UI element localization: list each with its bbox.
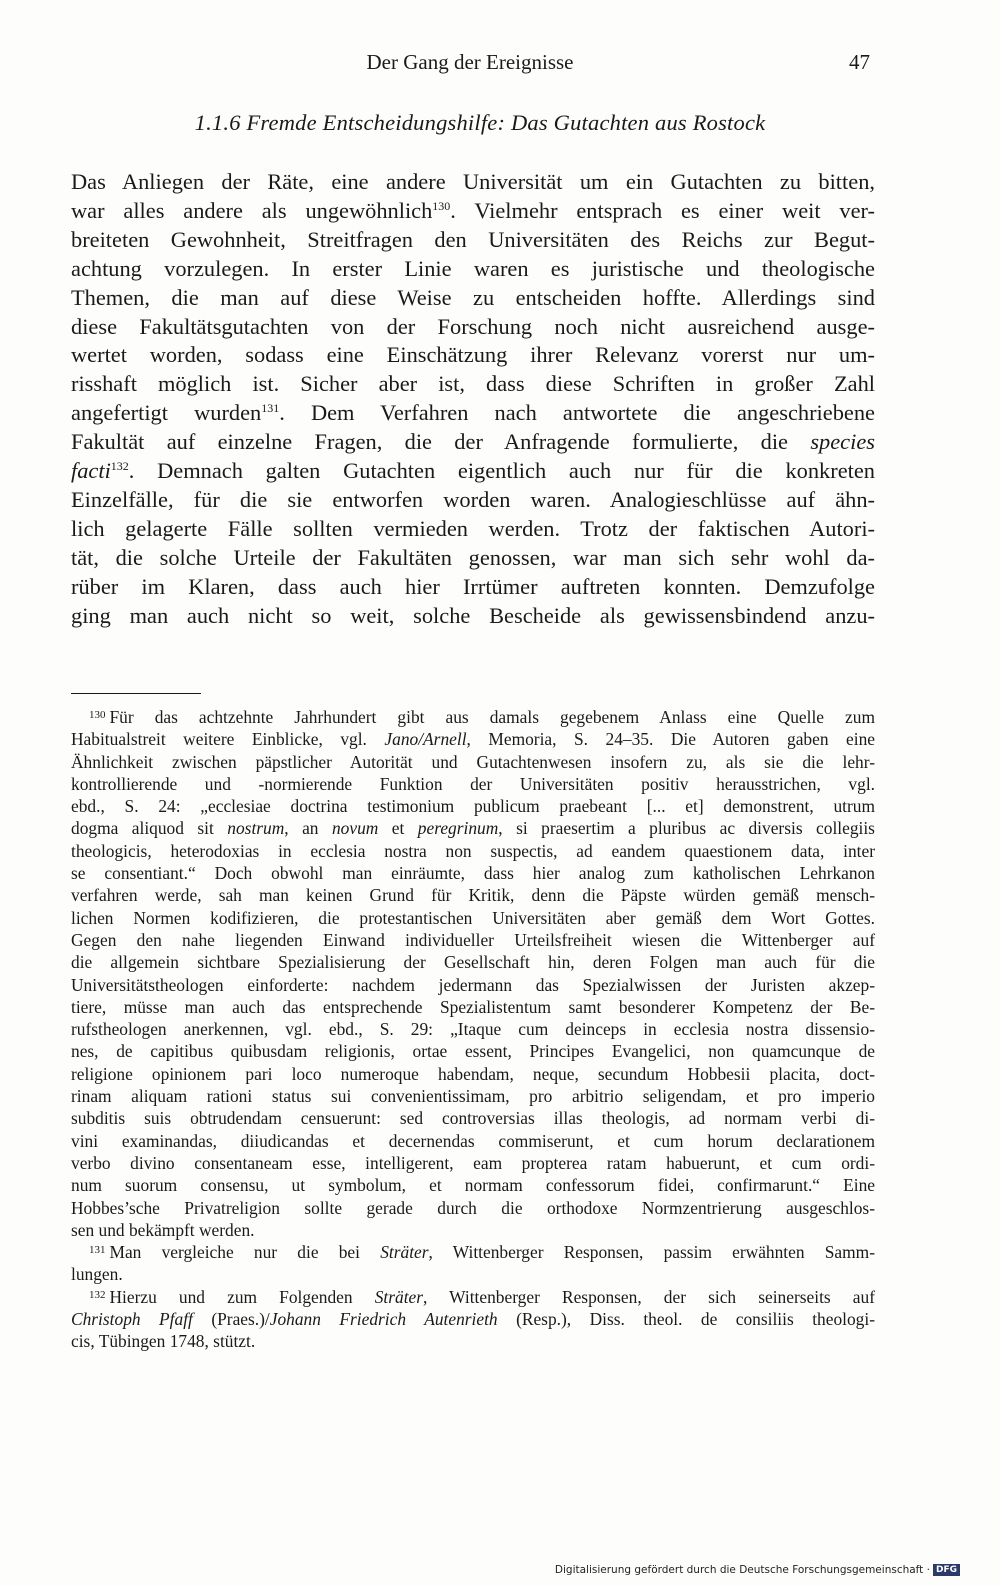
footnote-line: verfahren werde, sah man keinen Grund für Kritik, denn die Päpste würden gemäß mensch- — [71, 885, 875, 906]
footnote-ref[interactable]: 132 — [110, 459, 129, 474]
footnote-line: $^{130}$ Für das achtzehnte Jahrhundert gibt aus damals gegebenem Anlass eine Quelle zum — [89, 707, 875, 727]
footnote-ref[interactable]: 130 — [432, 198, 451, 213]
digitization-credit — [555, 1564, 960, 1576]
footnote-rule — [71, 693, 201, 694]
footnote-line: ebd., S. 24: „ecclesiae doctrina testimonium publicum praebeant [... et] demonstrent, utrum — [71, 796, 875, 817]
body-text — [71, 168, 875, 631]
dfg-logo: DFG — [933, 1564, 960, 1576]
body-line: diese Fakultätsgutachten von der Forschung noch nicht ausreichend ausge- — [71, 313, 875, 339]
footnote-line: Ähnlichkeit zwischen päpstlicher Autorität und Gutachtenwesen insofern zu, als sie die lehr- — [71, 751, 875, 772]
footnote-number: 131 — [89, 1244, 106, 1257]
footnote-line: se consentiant.“ Doch obwohl man einräumte, dass hier analog zum katholischen Lehrkanon — [71, 863, 875, 884]
footnote-132 — [71, 1286, 875, 1353]
body-line: achtung vorzulegen. In erster Linie waren es juristische und theologische — [71, 255, 875, 281]
body-line: lich gelagerte Fälle sollten vermieden werden. Trotz der faktischen Autori- — [71, 515, 875, 541]
footnote-131 — [71, 1241, 875, 1286]
footnote-line: theologicis, heterodoxias in ecclesia nostra non suspectis, ad eandem quaestionem data, inter — [71, 840, 875, 861]
body-line: war alles andere als ungewöhnlich$^{130}$. Vielmehr entsprach es einer weit ver- — [71, 197, 876, 223]
footnote-line: rufstheologen anerkennen, vgl. ebd., S. 29: „Itaque cum deinceps in ecclesia nostra dissensio- — [71, 1019, 875, 1040]
footnote-line: rinam aliquam rationi status sui convenientissimam, pro arbitrio seligendam, et pro imperio — [71, 1086, 875, 1107]
footnote-line: Christoph Pfaff (Praes.)/Johann Friedrich Autenrieth (Resp.), Diss. theol. de consiliis theologi- — [71, 1309, 875, 1330]
footnote-line: Hobbes’sche Privatreligion sollte gerade durch die orthodoxe Normzentrierung ausgeschlos- — [71, 1197, 875, 1218]
footnote-number: 130 — [89, 709, 106, 721]
body-line: wertet worden, sodass eine Einschätzung ihrer Relevanz vorerst nur um- — [71, 342, 875, 368]
body-line: Das Anliegen der Räte, eine andere Universität um ein Gutachten zu bitten, — [71, 169, 875, 194]
body-line: angefertigt wurden$^{131}$. Dem Verfahren nach antwortete die angeschriebene — [71, 400, 875, 426]
footnote-line: nes, de capitibus quibusdam religionis, ortae essent, Principes Evangelici, non quamcunque de — [71, 1041, 875, 1062]
footnote-line: sen und bekämpft werden. — [71, 1219, 255, 1240]
footnote-line: Universitätstheologen einforderte: nachdem jedermann das Spezialwissen der Juristen akzep- — [71, 974, 875, 995]
footnote-ref[interactable]: 131 — [261, 401, 280, 416]
footnote-line: $^{131}$ Man vergleiche nur die bei Sträter, Wittenberger Responsen, passim erwähnten Samm- — [89, 1242, 876, 1263]
body-line: risshaft möglich ist. Sicher aber ist, dass diese Schriften in großer Zahl — [71, 371, 875, 397]
footnote-line: num suorum consensu, ut symbolum, et normam confessorum fidei, confirmarunt.“ Eine — [71, 1175, 875, 1196]
body-line: tät, die solche Urteile der Fakultäten genossen, war man sich sehr wohl da- — [71, 544, 875, 570]
body-line: Einzelfälle, für die sie entworfen worden waren. Analogieschlüsse auf ähn- — [71, 486, 875, 512]
footnote-line: Habitualstreit weitere Einblicke, vgl. Jano/Arnell, Memoria, S. 24–35. Die Autoren gaben eine — [71, 729, 875, 750]
footnote-line: verbo divino consentaneam esse, intelligerent, eam propterea ratam habuerunt, et cum ordi- — [71, 1152, 875, 1173]
footnote-line: tiere, müsse man auch das entsprechende Spezialistentum samt besonderer Kompetenz der Be- — [71, 996, 875, 1017]
footnote-number: 132 — [89, 1288, 106, 1301]
body-line: ging man auch nicht so weit, solche Bescheide als gewissensbindend anzu- — [71, 602, 875, 628]
footnote-line: dogma aliquod sit nostrum, an novum et peregrinum, si praesertim a pluribus ac diversis collegiis — [71, 818, 875, 839]
footnote-line: Gegen den nahe liegenden Einwand individueller Urteilsfreiheit wiesen die Wittenberger auf — [71, 929, 875, 950]
footnote-line: vini examinandas, diiudicandas et decernendas commiserunt, et cum horum declarationem — [71, 1130, 875, 1151]
body-line: rüber im Klaren, dass auch hier Irrtümer auftreten konnten. Demzufolge — [71, 573, 875, 599]
section-heading: 1.1.6 Fremde Entscheidungshilfe: Das Gutachten aus Rostock — [194, 110, 766, 135]
running-head — [70, 50, 870, 82]
footnote-line: lichen Normen kodifizieren, die protestantischen Universitäten aber gemäß dem Wort Gottes. — [71, 907, 875, 928]
body-line: Themen, die man auf diese Weise zu entscheiden hoffte. Allerdings sind — [71, 284, 875, 310]
footnote-line: subditis suis obtrudendam censuerunt: sed controversias illas theologis, ad normam verbi di- — [71, 1108, 875, 1129]
page-number: 47 — [849, 50, 870, 74]
body-line: breiteten Gewohnheit, Streitfragen den Universitäten des Reichs zur Begut- — [71, 226, 875, 252]
body-line: facti$^{132}$. Demnach galten Gutachten eigentlich auch nur für die konkreten — [71, 458, 875, 484]
footnote-line: die allgemein sichtbare Spezialisierung der Gesellschaft hin, deren Folgen man auch für die — [71, 952, 875, 973]
footnote-130 — [71, 706, 875, 1241]
footnotes — [71, 706, 875, 1353]
body-line: Fakultät auf einzelne Fragen, die der Anfragende formulierte, die species — [71, 429, 875, 455]
footnote-line: religione opinionem pari loco numeroque habendam, neque, secundum Hobbesii placita, doct- — [71, 1063, 875, 1084]
footnote-line: lungen. — [71, 1264, 123, 1285]
running-title: Der Gang der Ereignisse — [366, 50, 574, 74]
footnote-line: $^{132}$ Hierzu und zum Folgenden Sträter, Wittenberger Responsen, der sich seinerseits auf — [89, 1286, 875, 1307]
footnote-line: cis, Tübingen 1748, stützt. — [71, 1331, 256, 1352]
credit-text: Digitalisierung gefördert durch die Deutsche Forschungsgemeinschaft · — [554, 1564, 930, 1576]
footnote-line: kontrollierende und -normierende Funktion der Universitäten positiv herausstrichen, vgl. — [71, 773, 875, 794]
